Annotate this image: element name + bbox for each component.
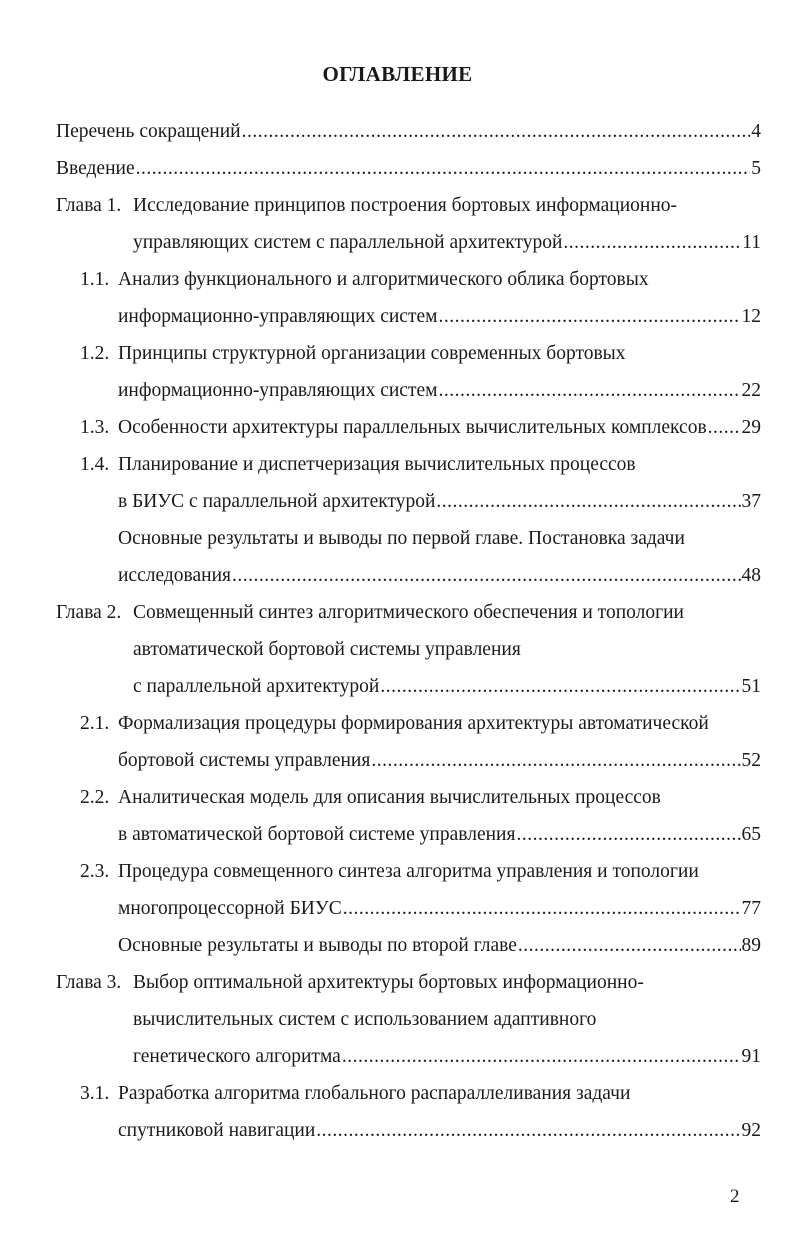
toc-page: 29: [741, 417, 761, 438]
toc-label: информационно-управляющих систем: [118, 306, 438, 327]
toc-page: 22: [741, 380, 761, 401]
toc-label: Перечень сокращений: [56, 121, 241, 142]
toc-number: 1.1.: [80, 269, 110, 290]
toc-number: 2.3.: [80, 861, 110, 882]
toc-entry-introduction: [56, 157, 761, 181]
toc-line: Анализ функционального и алгоритмического облика бортовых: [118, 269, 649, 290]
toc-label: информационно-управляющих систем: [118, 380, 438, 401]
toc-line: Разработка алгоритма глобального распараллеливания задачи: [118, 1083, 631, 1104]
toc-label: исследования: [118, 565, 231, 586]
toc-page: 11: [742, 232, 761, 253]
toc-page: 91: [741, 1046, 761, 1067]
toc-page: 77: [741, 898, 761, 919]
toc-entry-2-1: [118, 749, 761, 773]
toc-entry-1-1: [118, 305, 761, 329]
toc-page: 5: [751, 158, 761, 179]
toc-number: 3.1.: [80, 1083, 110, 1104]
toc-label: с параллельной архитектурой: [133, 676, 380, 697]
toc-entry-1-4: [118, 490, 761, 514]
toc-number: Глава 2.: [56, 602, 122, 623]
toc-page: 4: [751, 121, 761, 142]
toc-label: Основные результаты и выводы по второй главе: [118, 935, 517, 956]
toc-number: 2.2.: [80, 787, 110, 808]
toc-line: Процедура совмещенного синтеза алгоритма управления и топологии: [118, 861, 699, 882]
toc-entry-1-3: [118, 416, 761, 440]
toc-entry-chapter-3: [133, 1045, 761, 1069]
toc-label: в БИУС с параллельной архитектурой: [118, 491, 436, 512]
toc-label: бортовой системы управления: [118, 750, 371, 771]
toc-page: 92: [741, 1120, 761, 1141]
toc-line: вычислительных систем с использованием адаптивного: [133, 1009, 597, 1030]
toc-entry-3-1: [118, 1119, 761, 1143]
toc-label: управляющих систем с параллельной архитектурой: [133, 232, 563, 253]
toc-label: Введение: [56, 158, 135, 179]
toc-line: автоматической бортовой системы управления: [133, 639, 521, 660]
toc-line: Исследование принципов построения бортовых информационно-: [133, 195, 678, 216]
toc-number: Глава 1.: [56, 195, 122, 216]
toc-page: 51: [741, 676, 761, 697]
toc-page: 12: [741, 306, 761, 327]
toc-number: 1.3.: [80, 417, 110, 438]
toc-page: 48: [741, 565, 761, 586]
toc-line: Принципы структурной организации современных бортовых: [118, 343, 626, 364]
toc-number: Глава 3.: [56, 972, 122, 993]
toc-label: многопроцессорной БИУС: [118, 898, 342, 919]
toc-entry-chapter-1: [133, 231, 761, 255]
toc-line: Совмещенный синтез алгоритмического обеспечения и топологии: [133, 602, 684, 623]
toc-page: 89: [741, 935, 761, 956]
page-number: 2: [730, 1186, 740, 1207]
toc-page: 65: [741, 824, 761, 845]
toc-label: спутниковой навигации: [118, 1120, 316, 1141]
toc-label: генетического алгоритма: [133, 1046, 341, 1067]
toc-page: 37: [741, 491, 761, 512]
toc-page: 52: [741, 750, 761, 771]
toc-number: 2.1.: [80, 713, 110, 734]
toc-line: Аналитическая модель для описания вычислительных процессов: [118, 787, 661, 808]
page-title: ОГЛАВЛЕНИЕ: [322, 62, 473, 86]
toc-line: Формализация процедуры формирования архитектуры автоматической: [118, 713, 709, 734]
toc-entry-abbreviations: [56, 120, 761, 144]
toc-label: Особенности архитектуры параллельных вычислительных комплексов: [118, 417, 707, 438]
toc-line: Планирование и диспетчеризация вычислительных процессов: [118, 454, 636, 475]
toc-entry-chapter-2: [133, 675, 761, 699]
toc-line: Основные результаты и выводы по первой главе. Постановка задачи: [118, 528, 685, 549]
toc-label: в автоматической бортовой системе управления: [118, 824, 516, 845]
toc-line: Выбор оптимальной архитектуры бортовых информационно-: [133, 972, 644, 993]
toc-entry-1-2: [118, 379, 761, 403]
toc-number: 1.4.: [80, 454, 110, 475]
toc-entry-2-2: [118, 823, 761, 847]
toc-entry-results-1: [118, 564, 761, 588]
toc-entry-2-3: [118, 897, 761, 921]
toc-entry-results-2: [118, 934, 761, 958]
toc-number: 1.2.: [80, 343, 110, 364]
